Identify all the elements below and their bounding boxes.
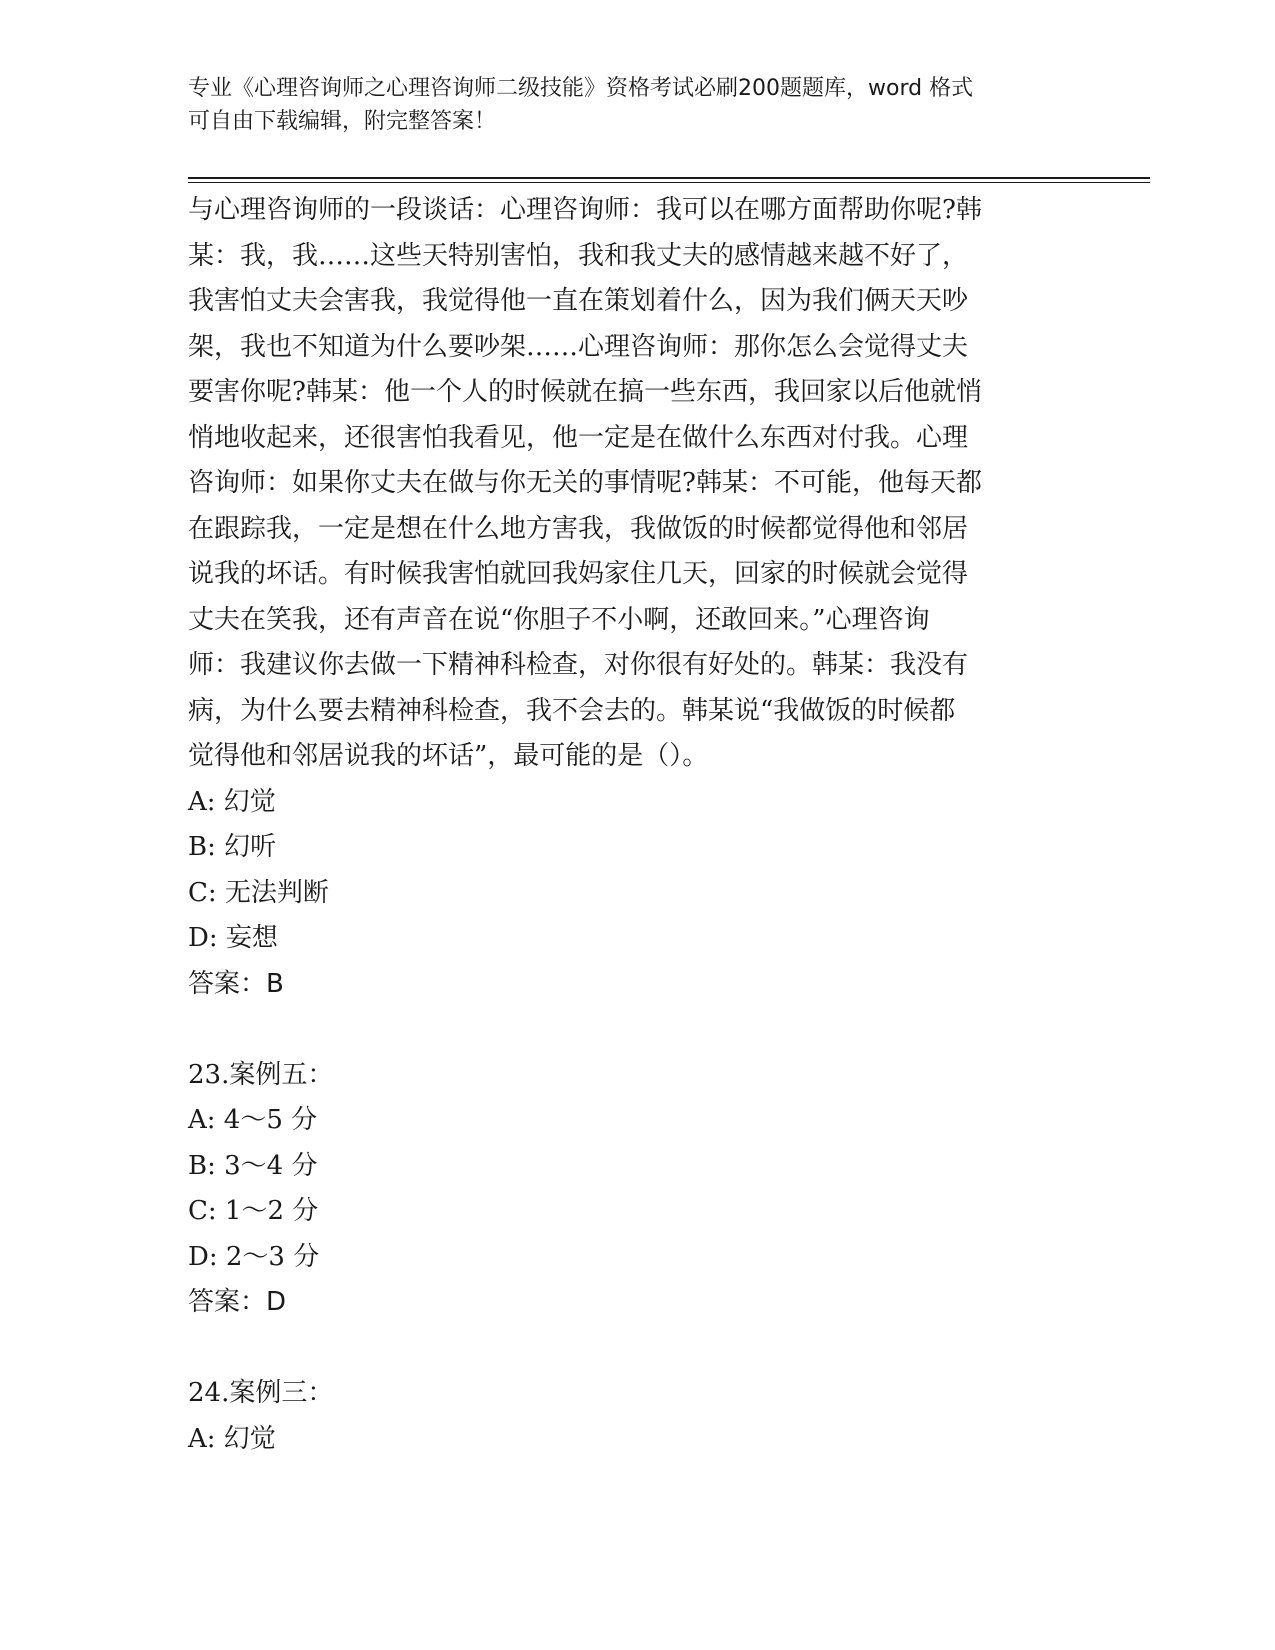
- stem-line: 架，我也不知道为什么要吵架……心理咨询师：那你怎么会觉得丈夫: [188, 331, 969, 362]
- stem-line: 在跟踪我，一定是想在什么地方害我，我做饭的时候都觉得他和邻居: [188, 513, 969, 544]
- option-a: A: 幻觉: [188, 1423, 276, 1454]
- stem-line: 丈夫在笑我，还有声音在说“你胆子不小啊，还敢回来。”心理咨询: [188, 604, 930, 635]
- option-a: A: 幻觉: [188, 786, 276, 817]
- question-title: 23.案例五：: [188, 1059, 334, 1090]
- option-c: C: 无法判断: [188, 877, 329, 908]
- option-b: B: 3～4 分: [188, 1150, 318, 1181]
- stem-line: 咨询师：如果你丈夫在做与你无关的事情呢?韩某：不可能，他每天都: [188, 468, 982, 498]
- option-d: D: 妄想: [188, 923, 278, 953]
- stem-line: 某：我，我……这些天特别害怕，我和我丈夫的感情越来越不好了，: [188, 240, 969, 271]
- question-title: 24.案例三：: [188, 1378, 334, 1408]
- option-b: B: 幻听: [188, 832, 277, 862]
- stem-line: 觉得他和邻居说我的坏话”，最可能的是（）。: [188, 741, 709, 771]
- question-23: [188, 1053, 1068, 1326]
- header-line-1: 专业《心理咨询师之心理咨询师二级技能》资格考试必刷200题题库，word 格式: [188, 76, 974, 101]
- document-header: [188, 72, 1068, 138]
- spacer: [188, 1326, 1068, 1372]
- stem-line: 要害你呢?韩某：他一个人的时候就在搞一些东西，我回家以后他就悄: [188, 377, 982, 407]
- stem-line: 我害怕丈夫会害我，我觉得他一直在策划着什么，因为我们俩天天吵: [188, 286, 969, 316]
- document-body: [188, 188, 1068, 1462]
- stem-line: 师：我建议你去做一下精神科检查，对你很有好处的。韩某：我没有: [188, 650, 969, 680]
- question-stem: [188, 188, 1068, 780]
- option-a: A: 4～5 分: [188, 1105, 318, 1135]
- stem-line: 说我的坏话。有时候我害怕就回我妈家住几天，回家的时候就会觉得: [188, 559, 969, 589]
- header-rule-thick: [188, 177, 1150, 179]
- header-line-2: 可自由下载编辑，附完整答案！: [188, 109, 497, 134]
- question-22: [188, 188, 1068, 1007]
- spacer: [188, 1007, 1068, 1053]
- header-rule-thin: [188, 182, 1150, 183]
- answer-line: 答案：D: [188, 1287, 287, 1317]
- option-d: D: 2～3 分: [188, 1241, 320, 1272]
- question-24: [188, 1371, 1068, 1462]
- stem-line: 悄地收起来，还很害怕我看见，他一定是在做什么东西对付我。心理: [188, 422, 969, 453]
- stem-line: 与心理咨询师的一段谈话：心理咨询师：我可以在哪方面帮助你呢?韩: [188, 195, 982, 225]
- stem-line: 病，为什么要去精神科检查，我不会去的。韩某说“我做饭的时候都: [188, 695, 956, 726]
- answer-line: 答案：B: [188, 968, 284, 999]
- option-c: C: 1～2 分: [188, 1196, 319, 1226]
